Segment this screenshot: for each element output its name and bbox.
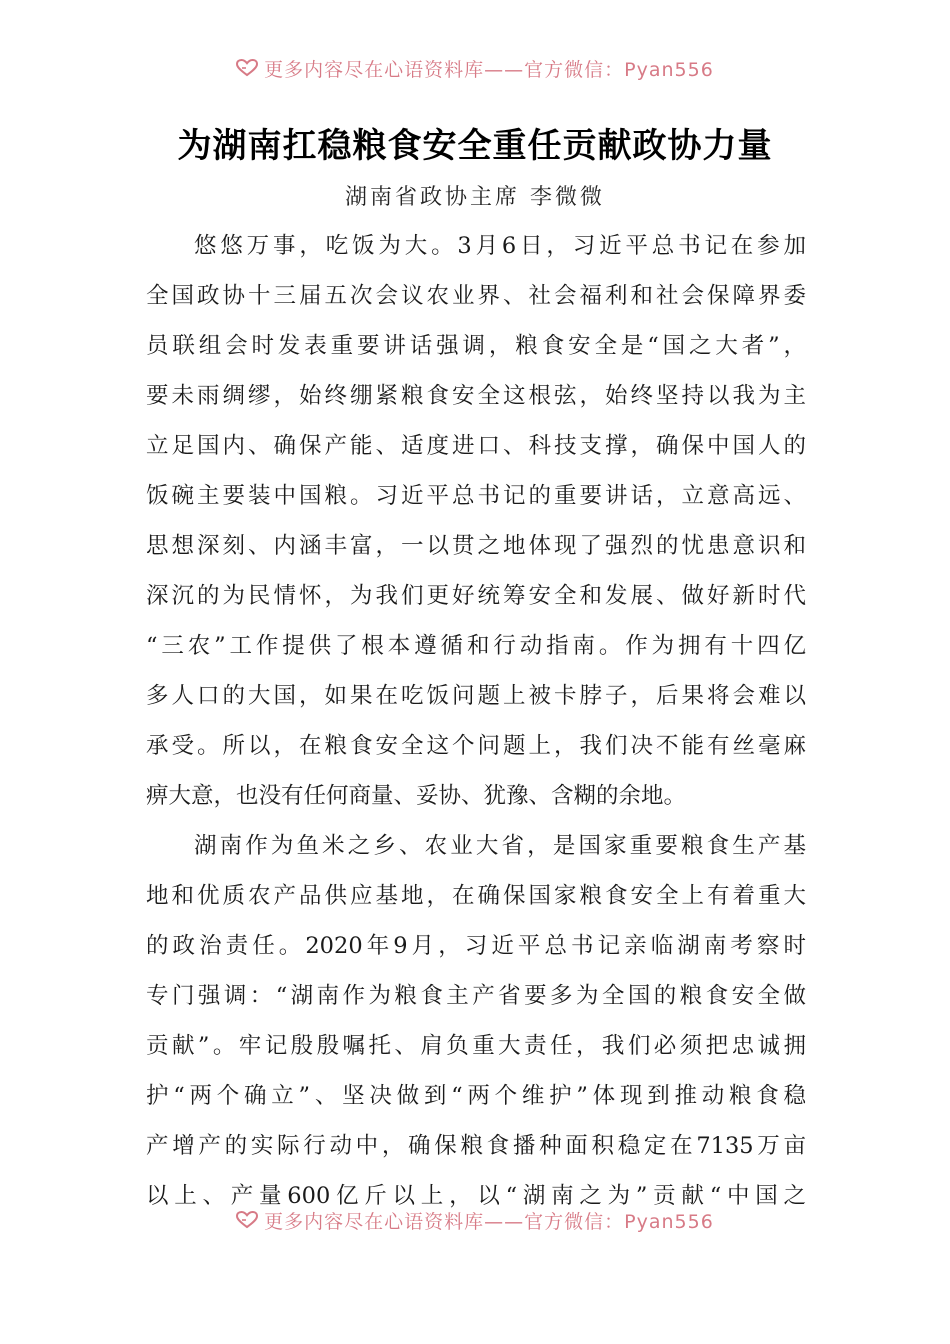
paragraph <box>146 821 806 1221</box>
text-line: 护“两个确立”、坚决做到“两个维护”体现到推动粮食稳 <box>146 1083 806 1109</box>
heart-logo-icon <box>236 59 258 77</box>
watermark-banner-top <box>0 54 950 82</box>
text-line: 贡献”。牢记殷殷嘱托、肩负重大责任，我们必须把忠诚拥 <box>146 1033 806 1059</box>
watermark-text: 更多内容尽在心语资料库——官方微信：Pyan556 <box>264 1210 714 1233</box>
document-body <box>146 221 806 1221</box>
text-line: 地和优质农产品供应基地，在确保国家粮食安全上有着重大 <box>146 883 806 909</box>
text-line: 以上、产量600亿斤以上，以“湖南之为”贡献“中国之 <box>146 1183 806 1209</box>
text-line: 全国政协十三届五次会议农业界、社会福利和社会保障界委 <box>146 283 806 309</box>
watermark-banner-bottom <box>0 1206 950 1234</box>
text-line: 承受。所以，在粮食安全这个问题上，我们决不能有丝毫麻 <box>146 733 806 759</box>
text-line: 多人口的大国，如果在吃饭问题上被卡脖子，后果将会难以 <box>146 683 806 709</box>
heart-logo-icon <box>236 1211 258 1229</box>
text-line: 思想深刻、内涵丰富，一以贯之地体现了强烈的忧患意识和 <box>146 533 806 559</box>
text-line: 要未雨绸缪，始终绷紧粮食安全这根弦，始终坚持以我为主 <box>146 383 806 409</box>
text-line: 员联组会时发表重要讲话强调，粮食安全是“国之大者”， <box>146 333 806 359</box>
text-line: 立足国内、确保产能、适度进口、科技支撑，确保中国人的 <box>146 433 806 459</box>
text-line: 湖南作为鱼米之乡、农业大省，是国家重要粮食生产基 <box>194 833 806 859</box>
text-line: 痹大意，也没有任何商量、妥协、犹豫、含糊的余地。 <box>146 783 687 809</box>
text-line: 饭碗主要装中国粮。习近平总书记的重要讲话，立意高远、 <box>146 483 806 509</box>
text-line: 深沉的为民情怀，为我们更好统筹安全和发展、做好新时代 <box>146 583 806 609</box>
text-line: 悠悠万事，吃饭为大。3月6日，习近平总书记在参加 <box>194 233 806 259</box>
text-line: “三农”工作提供了根本遵循和行动指南。作为拥有十四亿 <box>146 633 806 659</box>
watermark-text: 更多内容尽在心语资料库——官方微信：Pyan556 <box>264 58 714 81</box>
text-line: 的政治责任。2020年9月，习近平总书记亲临湖南考察时 <box>146 933 806 959</box>
text-line: 专门强调：“湖南作为粮食主产省要多为全国的粮食安全做 <box>146 983 806 1009</box>
text-line: 产增产的实际行动中，确保粮食播种面积稳定在7135万亩 <box>146 1133 806 1159</box>
document-title: 为湖南扛稳粮食安全重任贡献政协力量 <box>177 126 773 166</box>
document-byline: 湖南省政协主席 李微微 <box>345 185 605 210</box>
paragraph <box>146 221 806 821</box>
